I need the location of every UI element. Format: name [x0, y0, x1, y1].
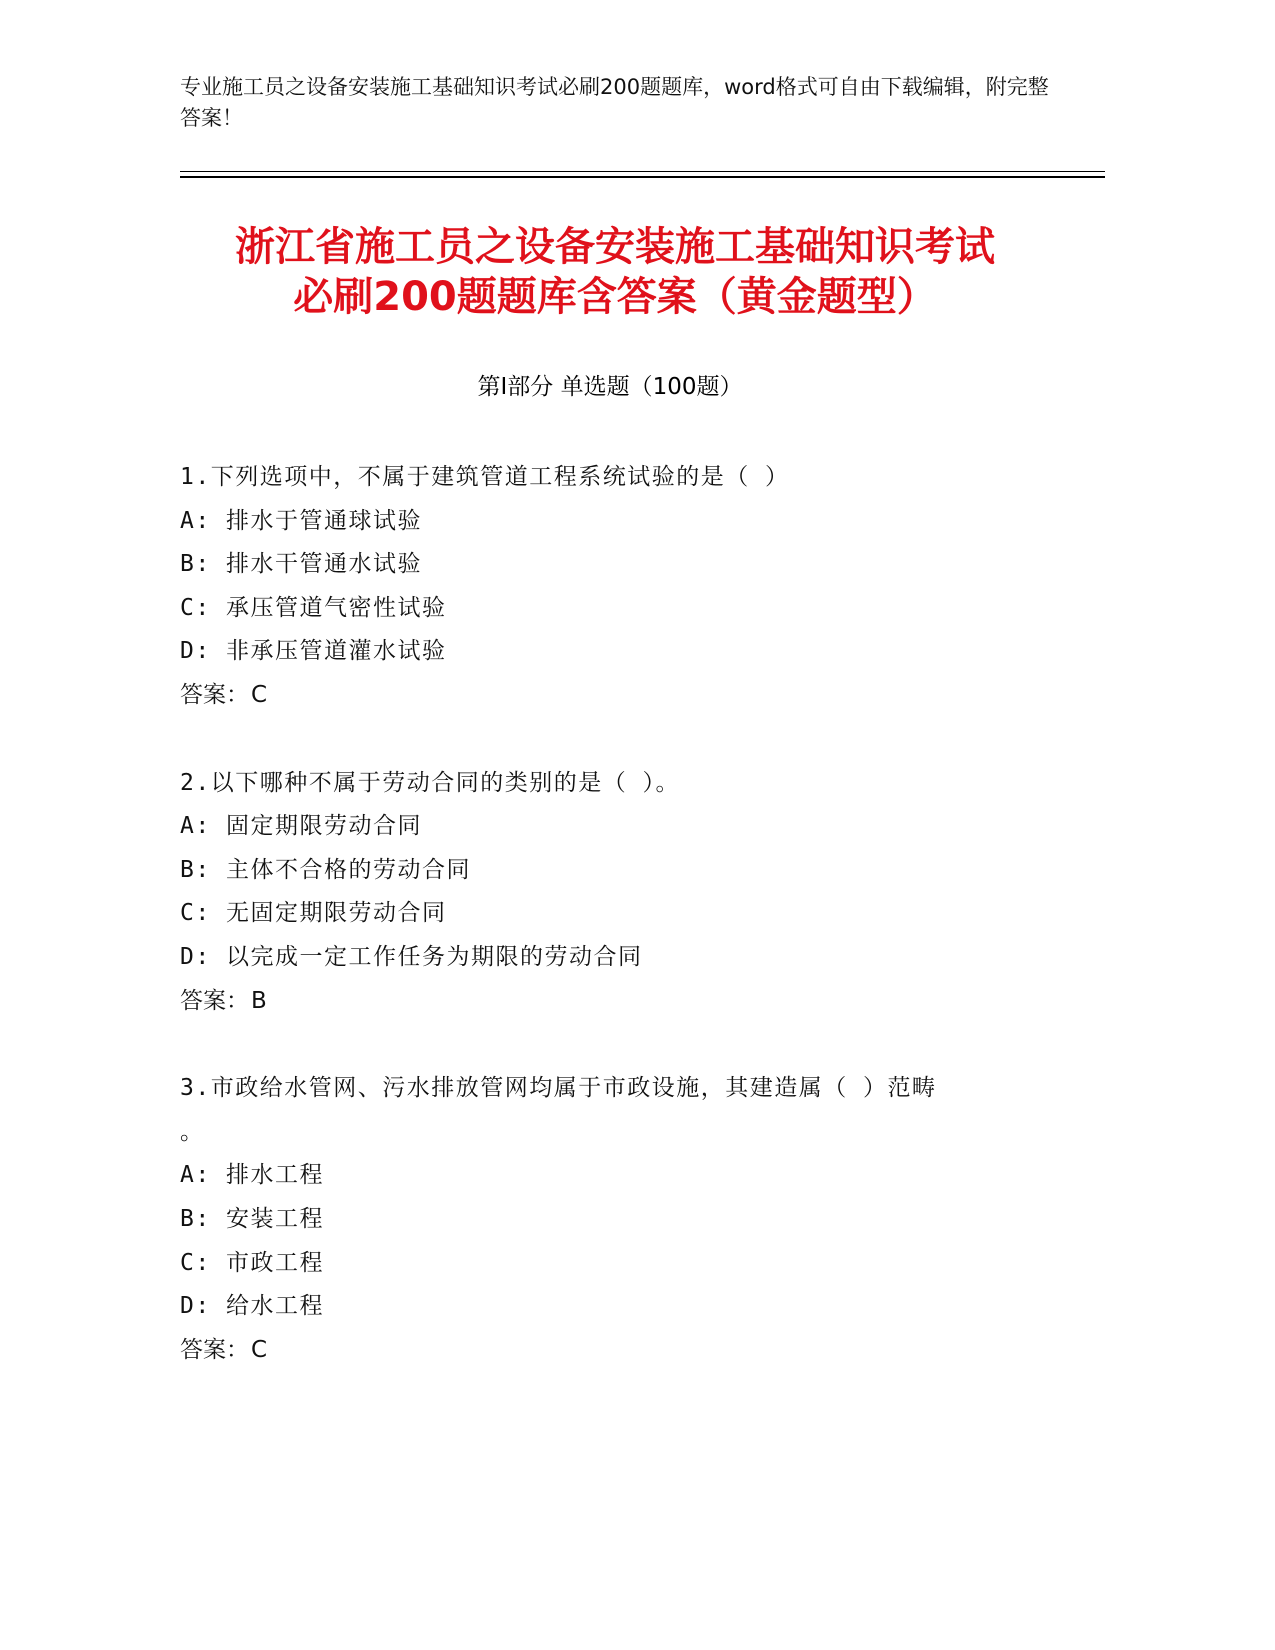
question-stem: 1.下列选项中，不属于建筑管道工程系统试验的是（ ）	[180, 464, 790, 490]
answer-value: C	[251, 681, 268, 708]
option-c: C: 承压管道气密性试验	[180, 594, 447, 621]
option-d: D: 给水工程	[180, 1293, 325, 1320]
option-a: A: 排水工程	[180, 1162, 325, 1189]
question-stem: 2.以下哪种不属于劳动合同的类别的是（ ）。	[180, 769, 681, 796]
question-3	[180, 1067, 1040, 1372]
document-title-line-2: 必刷200题题库含答案（黄金题型）	[293, 274, 937, 320]
option-b: B: 安装工程	[180, 1205, 325, 1232]
section-title: 第Ⅰ部分 单选题（100题）	[477, 374, 743, 400]
question-1	[180, 456, 1040, 718]
document-title-line-1: 浙江省施工员之设备安装施工基础知识考试	[235, 224, 995, 270]
answer-label: 答案：	[180, 1336, 249, 1363]
question-stem: 3.市政给水管网、污水排放管网均属于市政设施，其建造属（ ）范畴	[180, 1075, 937, 1102]
option-d: D: 非承压管道灌水试验	[180, 638, 447, 665]
answer-value: B	[251, 987, 267, 1014]
answer-line	[180, 1329, 1040, 1373]
header-rule-thin	[180, 171, 1105, 172]
answer-value: C	[251, 1336, 268, 1363]
option-a: A: 固定期限劳动合同	[180, 813, 423, 840]
question-stem-continuation: 。	[180, 1118, 203, 1145]
question-2	[180, 762, 1040, 1024]
document-title	[150, 222, 1080, 322]
answer-label: 答案：	[180, 681, 249, 708]
option-b: B: 主体不合格的劳动合同	[180, 856, 472, 883]
question-list	[180, 456, 1040, 1416]
option-a: A: 排水于管通球试验	[180, 507, 423, 534]
option-b: B: 排水干管通水试验	[180, 551, 423, 578]
answer-line	[180, 980, 1040, 1024]
option-c: C: 市政工程	[180, 1249, 325, 1276]
header-rule-thick	[180, 176, 1105, 178]
answer-line	[180, 674, 1040, 718]
answer-label: 答案：	[180, 987, 249, 1014]
option-c: C: 无固定期限劳动合同	[180, 900, 447, 927]
option-d: D: 以完成一定工作任务为期限的劳动合同	[180, 943, 643, 970]
header-note: 专业施工员之设备安装施工基础知识考试必刷200题题库，word格式可自由下载编辑，附完整答案！	[180, 75, 1049, 130]
